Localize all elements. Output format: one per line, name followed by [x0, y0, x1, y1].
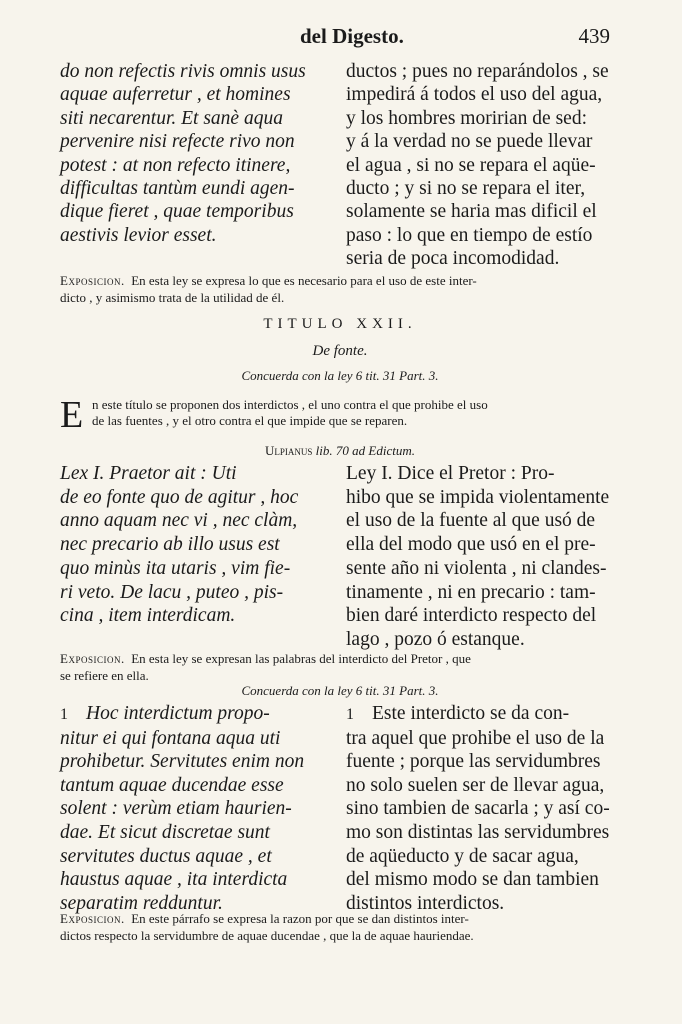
spanish-line: del mismo modo se dan tambien [346, 869, 599, 891]
paragraph-number: 1 [60, 706, 68, 723]
spanish-line: tra aquel que prohibe el uso de la [346, 727, 605, 749]
title-heading: TITULO XXII. [263, 316, 417, 332]
latin-line: aquae auferretur , et homines [60, 84, 291, 106]
note-text: En este párrafo se expresa la razon por que se dan distintos inter- [131, 911, 469, 926]
latin-line: haustus aquae , ita interdicta [60, 869, 288, 891]
latin-line: ri veto. De lacu , puteo , pis- [60, 581, 284, 603]
spanish-line: hibo que se impida violentamente [346, 486, 610, 508]
note-text: En esta ley se expresan las palabras del interdicto del Pretor , que [131, 651, 471, 666]
spanish-line: sino tambien de sacarla ; y así co- [346, 798, 610, 820]
spanish-line: Ley I. Dice el Pretor : Pro- [346, 463, 555, 484]
spanish-line: mo son distintas las servidumbres [346, 821, 610, 843]
spanish-column-3 [346, 702, 618, 915]
latin-line: potest : at non refecto itinere, [60, 154, 291, 176]
latin-line: quo minùs ita utaris , vim fie- [60, 557, 291, 579]
source-attribution [60, 443, 620, 459]
latin-line: tantum aquae ducendae esse [60, 774, 284, 796]
intro-line: n este título se proponen dos interdictos , el uno contra el que prohibe el uso [92, 397, 488, 412]
spanish-line: lago , pozo ó estanque. [346, 628, 525, 650]
note-text: En esta ley se expresa lo que es necesario para el uso de este inter- [131, 273, 477, 288]
spanish-line: de aqüeducto y de sacar agua, [346, 845, 579, 867]
spanish-line: el agua , si no se repara el aqüe- [346, 154, 596, 176]
spanish-line: paso : lo que en tiempo de estío [346, 224, 593, 246]
title-intro [92, 397, 622, 429]
exposicion-note-1 [60, 272, 620, 306]
spanish-line: ductos ; pues no reparándolos , se [346, 61, 609, 82]
note-text: dictos respecto la servidumbre de aquae ducendae , que la de aquae hauriendae. [60, 928, 474, 943]
spanish-column-2 [346, 462, 618, 652]
latin-line: separatim redduntur. [60, 892, 223, 914]
latin-line: anno aquam nec vi , nec clàm, [60, 510, 298, 532]
concordance-line: Concuerda con la ley 6 tit. 31 Part. 3. [241, 683, 439, 698]
note-text: dicto , y asimismo trata de la utilidad de él. [60, 290, 285, 305]
spanish-line: seria de poca incomodidad. [346, 248, 560, 270]
spanish-line: y los hombres moririan de sed: [346, 107, 587, 129]
exposicion-note-3 [60, 910, 620, 944]
page-number: 439 [578, 24, 610, 48]
spanish-line: tinamente , ni en precario : tam- [346, 581, 596, 603]
intro-line: de las fuentes , y el otro contra el que impide que se reparen. [92, 413, 408, 428]
spanish-line: distintos interdictos. [346, 892, 505, 914]
note-text: se refiere en ella. [60, 668, 149, 683]
latin-line: de eo fonte quo de agitur , hoc [60, 486, 299, 508]
spanish-line: y á la verdad no se puede llevar [346, 131, 593, 153]
latin-column-3 [60, 702, 332, 915]
latin-line: cina , item interdicam. [60, 605, 236, 627]
latin-column-2 [60, 462, 332, 628]
latin-line: dae. Et sicut discretae sunt [60, 821, 270, 843]
drop-cap: E [60, 394, 84, 436]
latin-line: nitur ei qui fontana aqua uti [60, 727, 281, 749]
spanish-line: ducto ; y si no se repara el iter, [346, 178, 586, 200]
spanish-line: impedirá á todos el uso del agua, [346, 84, 603, 106]
exposicion-note-2 [60, 650, 620, 684]
page-header [0, 22, 682, 62]
note-label: Exposicion. [60, 911, 125, 926]
latin-line: aestivis levior esset. [60, 224, 217, 246]
latin-line: Lex I. Praetor ait : Uti [60, 463, 237, 484]
note-label: Exposicion. [60, 273, 125, 288]
spanish-line: ella del modo que usó en el pre- [346, 534, 596, 556]
latin-line: nec precario ab illo usus est [60, 534, 280, 556]
note-label: Exposicion. [60, 651, 125, 666]
spanish-line: Este interdicto se da con- [372, 703, 570, 724]
latin-line: difficultas tantùm eundi agen- [60, 178, 295, 200]
title-subtitle: De fonte. [312, 343, 368, 359]
latin-column-1 [60, 60, 330, 247]
concordance-line: Concuerda con la ley 6 tit. 31 Part. 3. [241, 368, 439, 383]
author-source: lib. 70 ad Edictum. [315, 443, 415, 458]
latin-line: solent : verùm etiam haurien- [60, 798, 292, 820]
latin-line: servitutes ductus aquae , et [60, 845, 272, 867]
spanish-line: fuente ; porque las servidumbres [346, 751, 601, 773]
latin-line: pervenire nisi refecte rivo non [60, 131, 295, 153]
spanish-line: el uso de la fuente al que usó de [346, 510, 596, 532]
latin-line: Hoc interdictum propo- [86, 703, 270, 724]
spanish-line: solamente se haria mas dificil el [346, 201, 597, 223]
author-name: Ulpianus [265, 443, 313, 458]
spanish-line: bien daré interdicto respecto del [346, 605, 597, 627]
latin-line: siti necarentur. Et sanè aqua [60, 107, 283, 129]
paragraph-number: 1 [346, 706, 354, 723]
spanish-column-1 [346, 60, 618, 271]
latin-line: do non refectis rivis omnis usus [60, 61, 306, 82]
spanish-line: no solo suelen ser de llevar agua, [346, 774, 605, 796]
running-head: del Digesto. [300, 24, 404, 48]
latin-line: prohibetur. Servitutes enim non [60, 751, 305, 773]
spanish-line: sente año ni violenta , ni clandes- [346, 557, 607, 579]
latin-line: dique fieret , quae temporibus [60, 201, 294, 223]
